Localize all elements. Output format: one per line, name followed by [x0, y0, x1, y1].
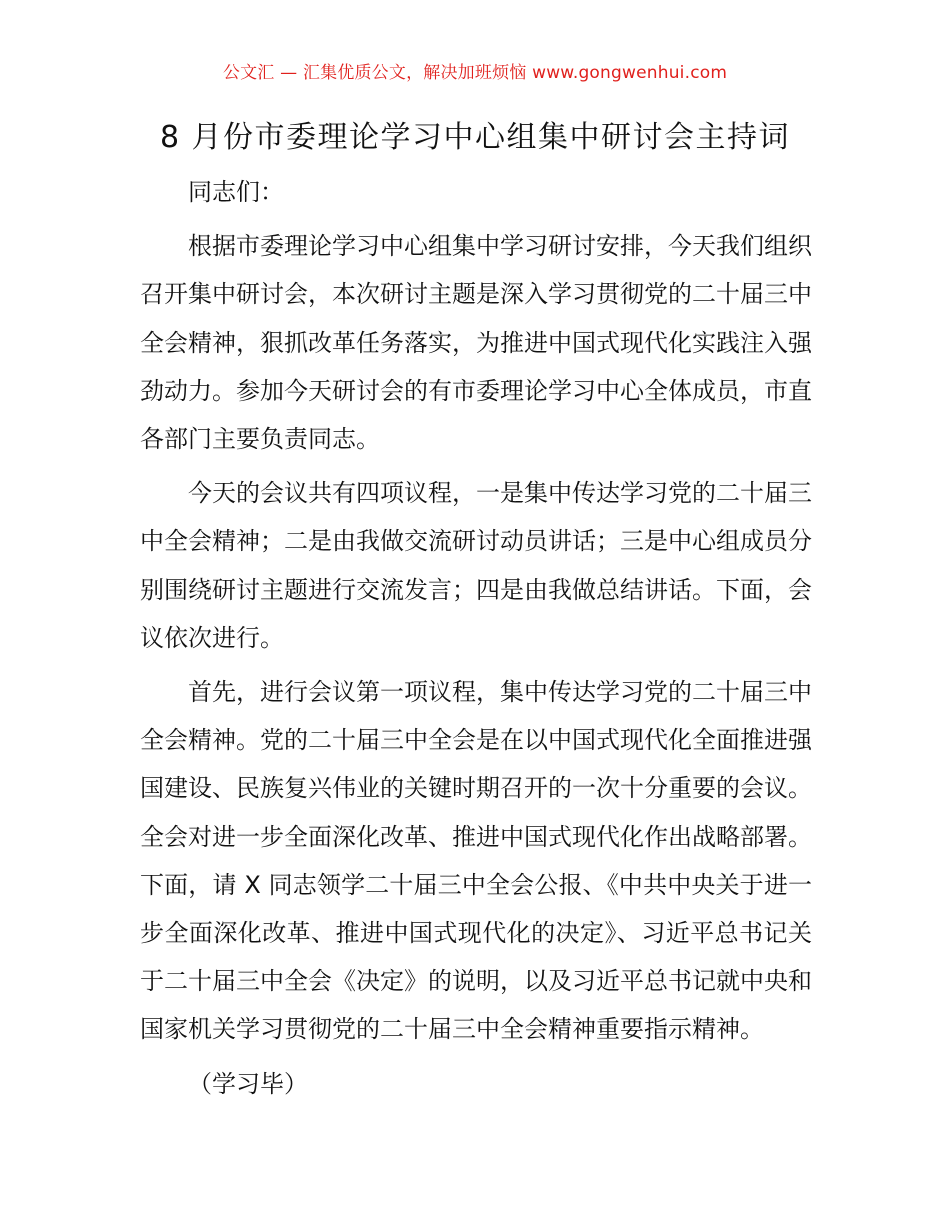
document-title: 8 月份市委理论学习中心组集中研讨会主持词 [159, 120, 791, 155]
salutation: 同志们： [188, 178, 284, 206]
document-body [140, 168, 812, 1108]
paragraph-agenda-intro: 根据市委理论学习中心组集中学习研讨安排，今天我们组织召开集中研讨会，本次研讨主题是深入学习贯彻党的二十届三中全会精神，狠抓改革任务落实，为推进中国式现代化实践注入强劲动力。参加今天研讨会的有市委理论学习中心全体成员，市直各部门主要负责同志。 [140, 232, 812, 454]
paragraph-first-item: 首先，进行会议第一项议程，集中传达学习党的二十届三中全会精神。党的二十届三中全会是在以中国式现代化全面推进强国建设、民族复兴伟业的关键时期召开的一次十分重要的会议。全会对进一步全面深化改革、推进中国式现代化作出战略部署。下面，请 X 同志领学二十届三中全会公报、《中共中央关于进一步全面深化改革、推进中国式现代化的决定》、习近平总书记关于二十届三中全会《决定》的说明，以及习近平总书记就中央和国家机关学习贯彻党的二十届三中全会精神重要指示精神。 [140, 678, 812, 1044]
site-header-banner: 公文汇 — 汇集优质公文，解决加班烦恼 www.gongwenhui.com [222, 63, 728, 83]
paragraph-agenda-items: 今天的会议共有四项议程，一是集中传达学习党的二十届三中全会精神；二是由我做交流研讨动员讲话；三是中心组成员分别围绕研讨主题进行交流发言；四是由我做总结讲话。下面，会议依次进行。 [140, 479, 812, 652]
closing-note: （学习毕） [188, 1069, 308, 1098]
